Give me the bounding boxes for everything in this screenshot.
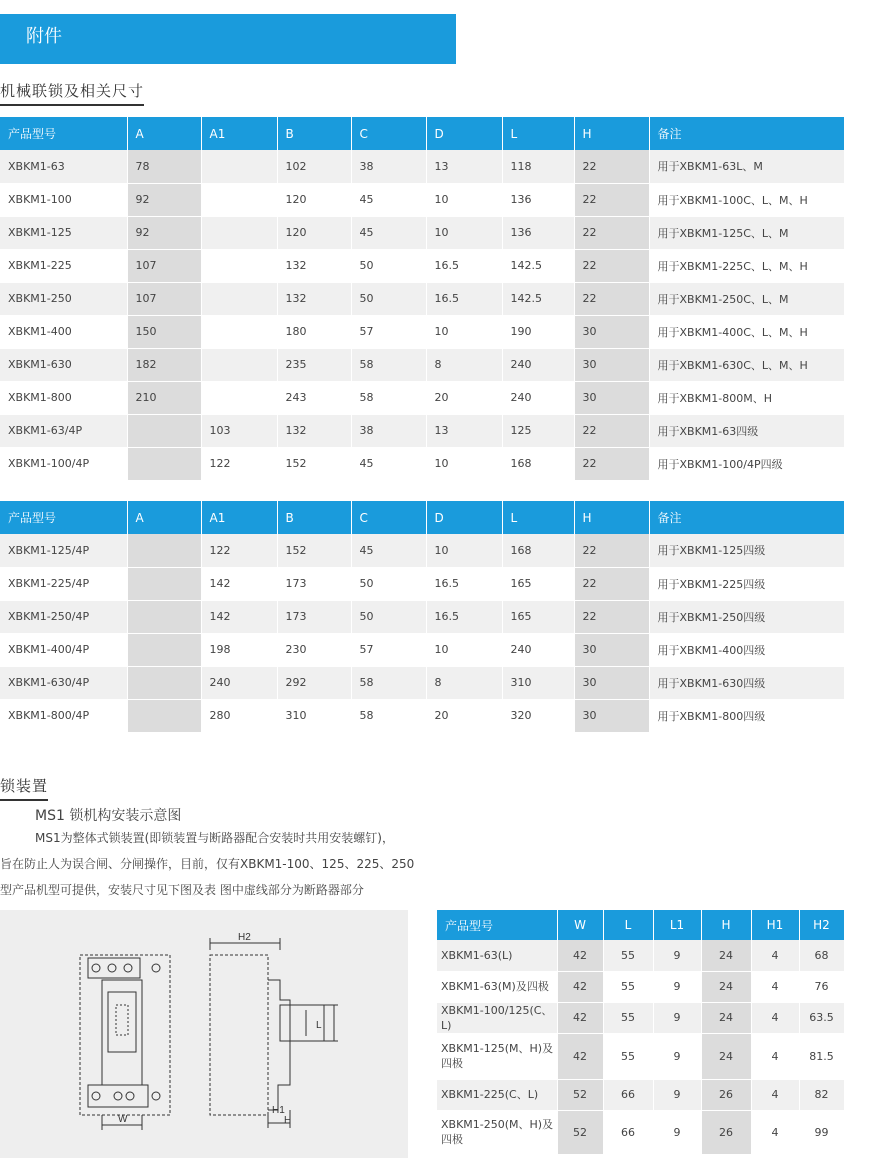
table-cell: 76 [799,971,844,1002]
table-cell: 22 [574,414,649,447]
table-cell [127,633,201,666]
table-cell: 68 [799,940,844,971]
table-cell: 152 [277,534,351,567]
table-cell: 240 [502,381,574,414]
table-cell [201,348,277,381]
table-cell: 9 [653,940,701,971]
column-header: L1 [653,910,701,940]
table-row [0,249,844,282]
table-cell: XBKM1-250/4P [0,600,127,633]
table-cell: 13 [426,414,502,447]
table-cell: 4 [751,1002,799,1033]
table-cell: 用于XBKM1-400四级 [649,633,844,666]
table-cell: 82 [799,1079,844,1110]
column-header: B [277,501,351,534]
table-row [0,534,844,567]
column-header: A1 [201,501,277,534]
column-header: H2 [799,910,844,940]
column-header: A [127,117,201,150]
table-cell: 24 [701,1033,751,1079]
table-cell: 4 [751,1079,799,1110]
table-cell: 58 [351,381,426,414]
interlock-table [0,117,845,481]
table-cell: 107 [127,249,201,282]
table-cell: 142.5 [502,249,574,282]
table-cell: 45 [351,447,426,480]
lock-subtitle: MS1 锁机构安装示意图 [35,808,182,824]
table-cell: 210 [127,381,201,414]
table-cell [201,249,277,282]
table-cell: XBKM1-250(M、H)及四极 [437,1110,557,1154]
lock-description-line2: 旨在防止人为误合闸、分闸操作，目前，仅有XBKM1-100、125、225、250 [0,857,415,871]
table-row [437,971,844,1002]
table-cell: 55 [603,1033,653,1079]
table-cell: XBKM1-63 [0,150,127,183]
dim-label-h1: H1 [272,1105,285,1116]
column-header: 产品型号 [0,501,127,534]
table-cell: 22 [574,567,649,600]
table-cell: 107 [127,282,201,315]
table-cell: 173 [277,600,351,633]
table-cell: 用于XBKM1-250C、L、M [649,282,844,315]
table-cell: 9 [653,1002,701,1033]
table-cell: 30 [574,699,649,732]
table-cell: 190 [502,315,574,348]
table-cell: 92 [127,216,201,249]
table-cell: 10 [426,447,502,480]
table-cell: 22 [574,150,649,183]
table-cell [201,150,277,183]
table-cell: 142 [201,600,277,633]
table-cell: 198 [201,633,277,666]
table-cell: XBKM1-630 [0,348,127,381]
column-header: A1 [201,117,277,150]
column-header: H [574,117,649,150]
table-cell: 66 [603,1110,653,1154]
table-cell: 165 [502,600,574,633]
dim-label-w: W [118,1114,128,1125]
column-header: L [603,910,653,940]
table-cell: 45 [351,216,426,249]
table-cell: 92 [127,183,201,216]
table-cell: 52 [557,1079,603,1110]
table-cell: 310 [277,699,351,732]
table-cell: 22 [574,534,649,567]
table-row [0,567,844,600]
table-cell: XBKM1-800/4P [0,699,127,732]
table-cell: 120 [277,216,351,249]
column-header: 产品型号 [0,117,127,150]
table-cell: 22 [574,447,649,480]
table-row [0,150,844,183]
table-cell: 9 [653,1079,701,1110]
table-cell: 42 [557,1033,603,1079]
table-cell: 240 [502,348,574,381]
table-cell: 10 [426,633,502,666]
table-row [437,940,844,971]
table-row [0,633,844,666]
column-header: 产品型号 [437,910,557,940]
column-header: A [127,501,201,534]
table-cell [127,600,201,633]
table-cell: 235 [277,348,351,381]
table-cell: 16.5 [426,567,502,600]
column-header: B [277,117,351,150]
table-cell: 用于XBKM1-100C、L、M、H [649,183,844,216]
table-cell: XBKM1-125 [0,216,127,249]
table-row [0,699,844,732]
column-header: D [426,117,502,150]
table-cell: 用于XBKM1-800四级 [649,699,844,732]
table-cell: XBKM1-400/4P [0,633,127,666]
dim-label-l: L [316,1020,322,1031]
table-cell: 用于XBKM1-630C、L、M、H [649,348,844,381]
table-cell: 10 [426,534,502,567]
table-cell: 4 [751,1110,799,1154]
table-cell: 用于XBKM1-800M、H [649,381,844,414]
table-row [0,666,844,699]
column-header: 备注 [649,117,844,150]
table-cell: 50 [351,249,426,282]
table-cell [127,414,201,447]
table-cell: 22 [574,183,649,216]
table-cell: 52 [557,1110,603,1154]
table-cell: 99 [799,1110,844,1154]
table-cell: 50 [351,600,426,633]
table-cell: 122 [201,534,277,567]
table-cell: 78 [127,150,201,183]
lock-description-line3: 型产品机型可提供，安装尺寸见下图及表 图中虚线部分为断路器部分 [0,883,364,897]
table-cell: 132 [277,282,351,315]
table-cell: 4 [751,971,799,1002]
table-cell: 42 [557,971,603,1002]
interlock-4p-table [0,501,845,733]
table-cell: 22 [574,216,649,249]
column-header: W [557,910,603,940]
table-cell [127,567,201,600]
table-cell: 132 [277,249,351,282]
table-cell: 30 [574,381,649,414]
table-cell: 30 [574,633,649,666]
table-cell: 20 [426,381,502,414]
table-cell: XBKM1-63(L) [437,940,557,971]
table-cell [201,183,277,216]
table-cell: 4 [751,1033,799,1079]
table-cell: 8 [426,348,502,381]
table-cell: 55 [603,1002,653,1033]
table-cell [201,381,277,414]
table-cell: 8 [426,666,502,699]
table-cell: XBKM1-800 [0,381,127,414]
table-cell: 58 [351,348,426,381]
table-cell: 292 [277,666,351,699]
column-header: 备注 [649,501,844,534]
table-cell: 58 [351,699,426,732]
table-cell: 173 [277,567,351,600]
lock-description-line1: MS1为整体式锁装置(即锁装置与断路器配合安装时共用安装螺钉)， [35,831,394,845]
table-cell: 24 [701,940,751,971]
table-cell: 103 [201,414,277,447]
table-cell [127,534,201,567]
table-cell: 10 [426,216,502,249]
table-row [0,381,844,414]
table-cell: 38 [351,150,426,183]
table-cell: XBKM1-250 [0,282,127,315]
table-cell: 38 [351,414,426,447]
lock-dimension-table [437,910,845,1155]
lock-installation-diagram [0,910,408,1158]
column-header: D [426,501,502,534]
table-cell: 45 [351,183,426,216]
table-cell: XBKM1-630/4P [0,666,127,699]
table-cell: 57 [351,315,426,348]
table-cell: 用于XBKM1-250四级 [649,600,844,633]
table-cell: 22 [574,600,649,633]
table-cell: 13 [426,150,502,183]
table-cell: 10 [426,183,502,216]
table-cell: 142 [201,567,277,600]
table-cell: 用于XBKM1-63四级 [649,414,844,447]
table-cell: 用于XBKM1-100/4P四级 [649,447,844,480]
table-cell: 42 [557,940,603,971]
table-cell [201,216,277,249]
table-cell: 230 [277,633,351,666]
column-header: H1 [751,910,799,940]
table-cell: 152 [277,447,351,480]
table-cell: 136 [502,216,574,249]
table-row [437,1079,844,1110]
table-cell: 182 [127,348,201,381]
table-cell [127,699,201,732]
column-header: C [351,117,426,150]
table-cell: 240 [502,633,574,666]
table-cell: 55 [603,971,653,1002]
banner-title: 附件 [26,26,62,47]
table-cell: 132 [277,414,351,447]
table-cell: 20 [426,699,502,732]
table-cell: 10 [426,315,502,348]
table-cell: 58 [351,666,426,699]
breaker-outline-side [210,955,268,1115]
table-cell: XBKM1-100/4P [0,447,127,480]
dim-label-h2: H2 [238,932,251,943]
table-row [0,282,844,315]
table-row [0,447,844,480]
table-cell: 30 [574,348,649,381]
table-cell: XBKM1-225(C、L) [437,1079,557,1110]
table-row [0,600,844,633]
table-cell: 240 [201,666,277,699]
table-cell: 42 [557,1002,603,1033]
table-row [0,348,844,381]
table-cell: 9 [653,1110,701,1154]
table-cell: 81.5 [799,1033,844,1079]
table-cell: 280 [201,699,277,732]
table-cell [201,282,277,315]
table-row [0,216,844,249]
column-header: L [502,501,574,534]
table-cell: 122 [201,447,277,480]
table-cell: 用于XBKM1-125四级 [649,534,844,567]
table-cell: 165 [502,567,574,600]
table-cell: 66 [603,1079,653,1110]
table-cell: 168 [502,534,574,567]
table-cell: 26 [701,1079,751,1110]
table-cell: XBKM1-63(M)及四极 [437,971,557,1002]
table-row [437,1110,844,1154]
table-cell: 180 [277,315,351,348]
table-cell: 168 [502,447,574,480]
table-row [437,1002,844,1033]
table-cell: 用于XBKM1-400C、L、M、H [649,315,844,348]
table-cell: 102 [277,150,351,183]
table-cell: 4 [751,940,799,971]
table-cell: 30 [574,315,649,348]
lock-bottom-plate [88,1085,148,1107]
table-cell: 22 [574,282,649,315]
table-cell: 22 [574,249,649,282]
table-cell: 320 [502,699,574,732]
table-cell: 16.5 [426,282,502,315]
table-cell: XBKM1-100/125(C、L) [437,1002,557,1033]
table-cell: 24 [701,971,751,1002]
section-banner [0,14,456,64]
table-row [0,183,844,216]
table-cell: 125 [502,414,574,447]
section-title-interlock: 机械联锁及相关尺寸 [0,80,144,106]
table-cell: 136 [502,183,574,216]
table-cell: 310 [502,666,574,699]
table-row [437,1033,844,1079]
table-cell [127,666,201,699]
column-header: C [351,501,426,534]
table-cell: 9 [653,1033,701,1079]
table-cell: 用于XBKM1-630四级 [649,666,844,699]
technical-drawing [0,910,408,1158]
table-cell: XBKM1-400 [0,315,127,348]
table-cell [201,315,277,348]
table-cell: 50 [351,282,426,315]
table-row [0,315,844,348]
table-cell: 243 [277,381,351,414]
table-cell: 63.5 [799,1002,844,1033]
table-cell: 142.5 [502,282,574,315]
table-cell: XBKM1-100 [0,183,127,216]
table-cell: XBKM1-63/4P [0,414,127,447]
table-row [0,414,844,447]
table-cell: 50 [351,567,426,600]
table-cell: 26 [701,1110,751,1154]
table-cell: 24 [701,1002,751,1033]
table-cell: XBKM1-225/4P [0,567,127,600]
table-cell: 用于XBKM1-225四级 [649,567,844,600]
table-cell: 55 [603,940,653,971]
table-cell [127,447,201,480]
table-cell: 用于XBKM1-125C、L、M [649,216,844,249]
column-header: H [701,910,751,940]
table-cell: 150 [127,315,201,348]
table-cell: 57 [351,633,426,666]
column-header: L [502,117,574,150]
table-cell: XBKM1-125(M、H)及四极 [437,1033,557,1079]
table-cell: XBKM1-125/4P [0,534,127,567]
table-cell: 45 [351,534,426,567]
table-cell: 用于XBKM1-225C、L、M、H [649,249,844,282]
table-cell: XBKM1-225 [0,249,127,282]
dim-label-h: H [284,1115,292,1126]
section-title-lock: 锁装置 [0,775,48,801]
table-cell: 120 [277,183,351,216]
table-cell: 30 [574,666,649,699]
table-cell: 9 [653,971,701,1002]
table-cell: 16.5 [426,249,502,282]
column-header: H [574,501,649,534]
table-cell: 118 [502,150,574,183]
table-cell: 16.5 [426,600,502,633]
table-cell: 用于XBKM1-63L、M [649,150,844,183]
